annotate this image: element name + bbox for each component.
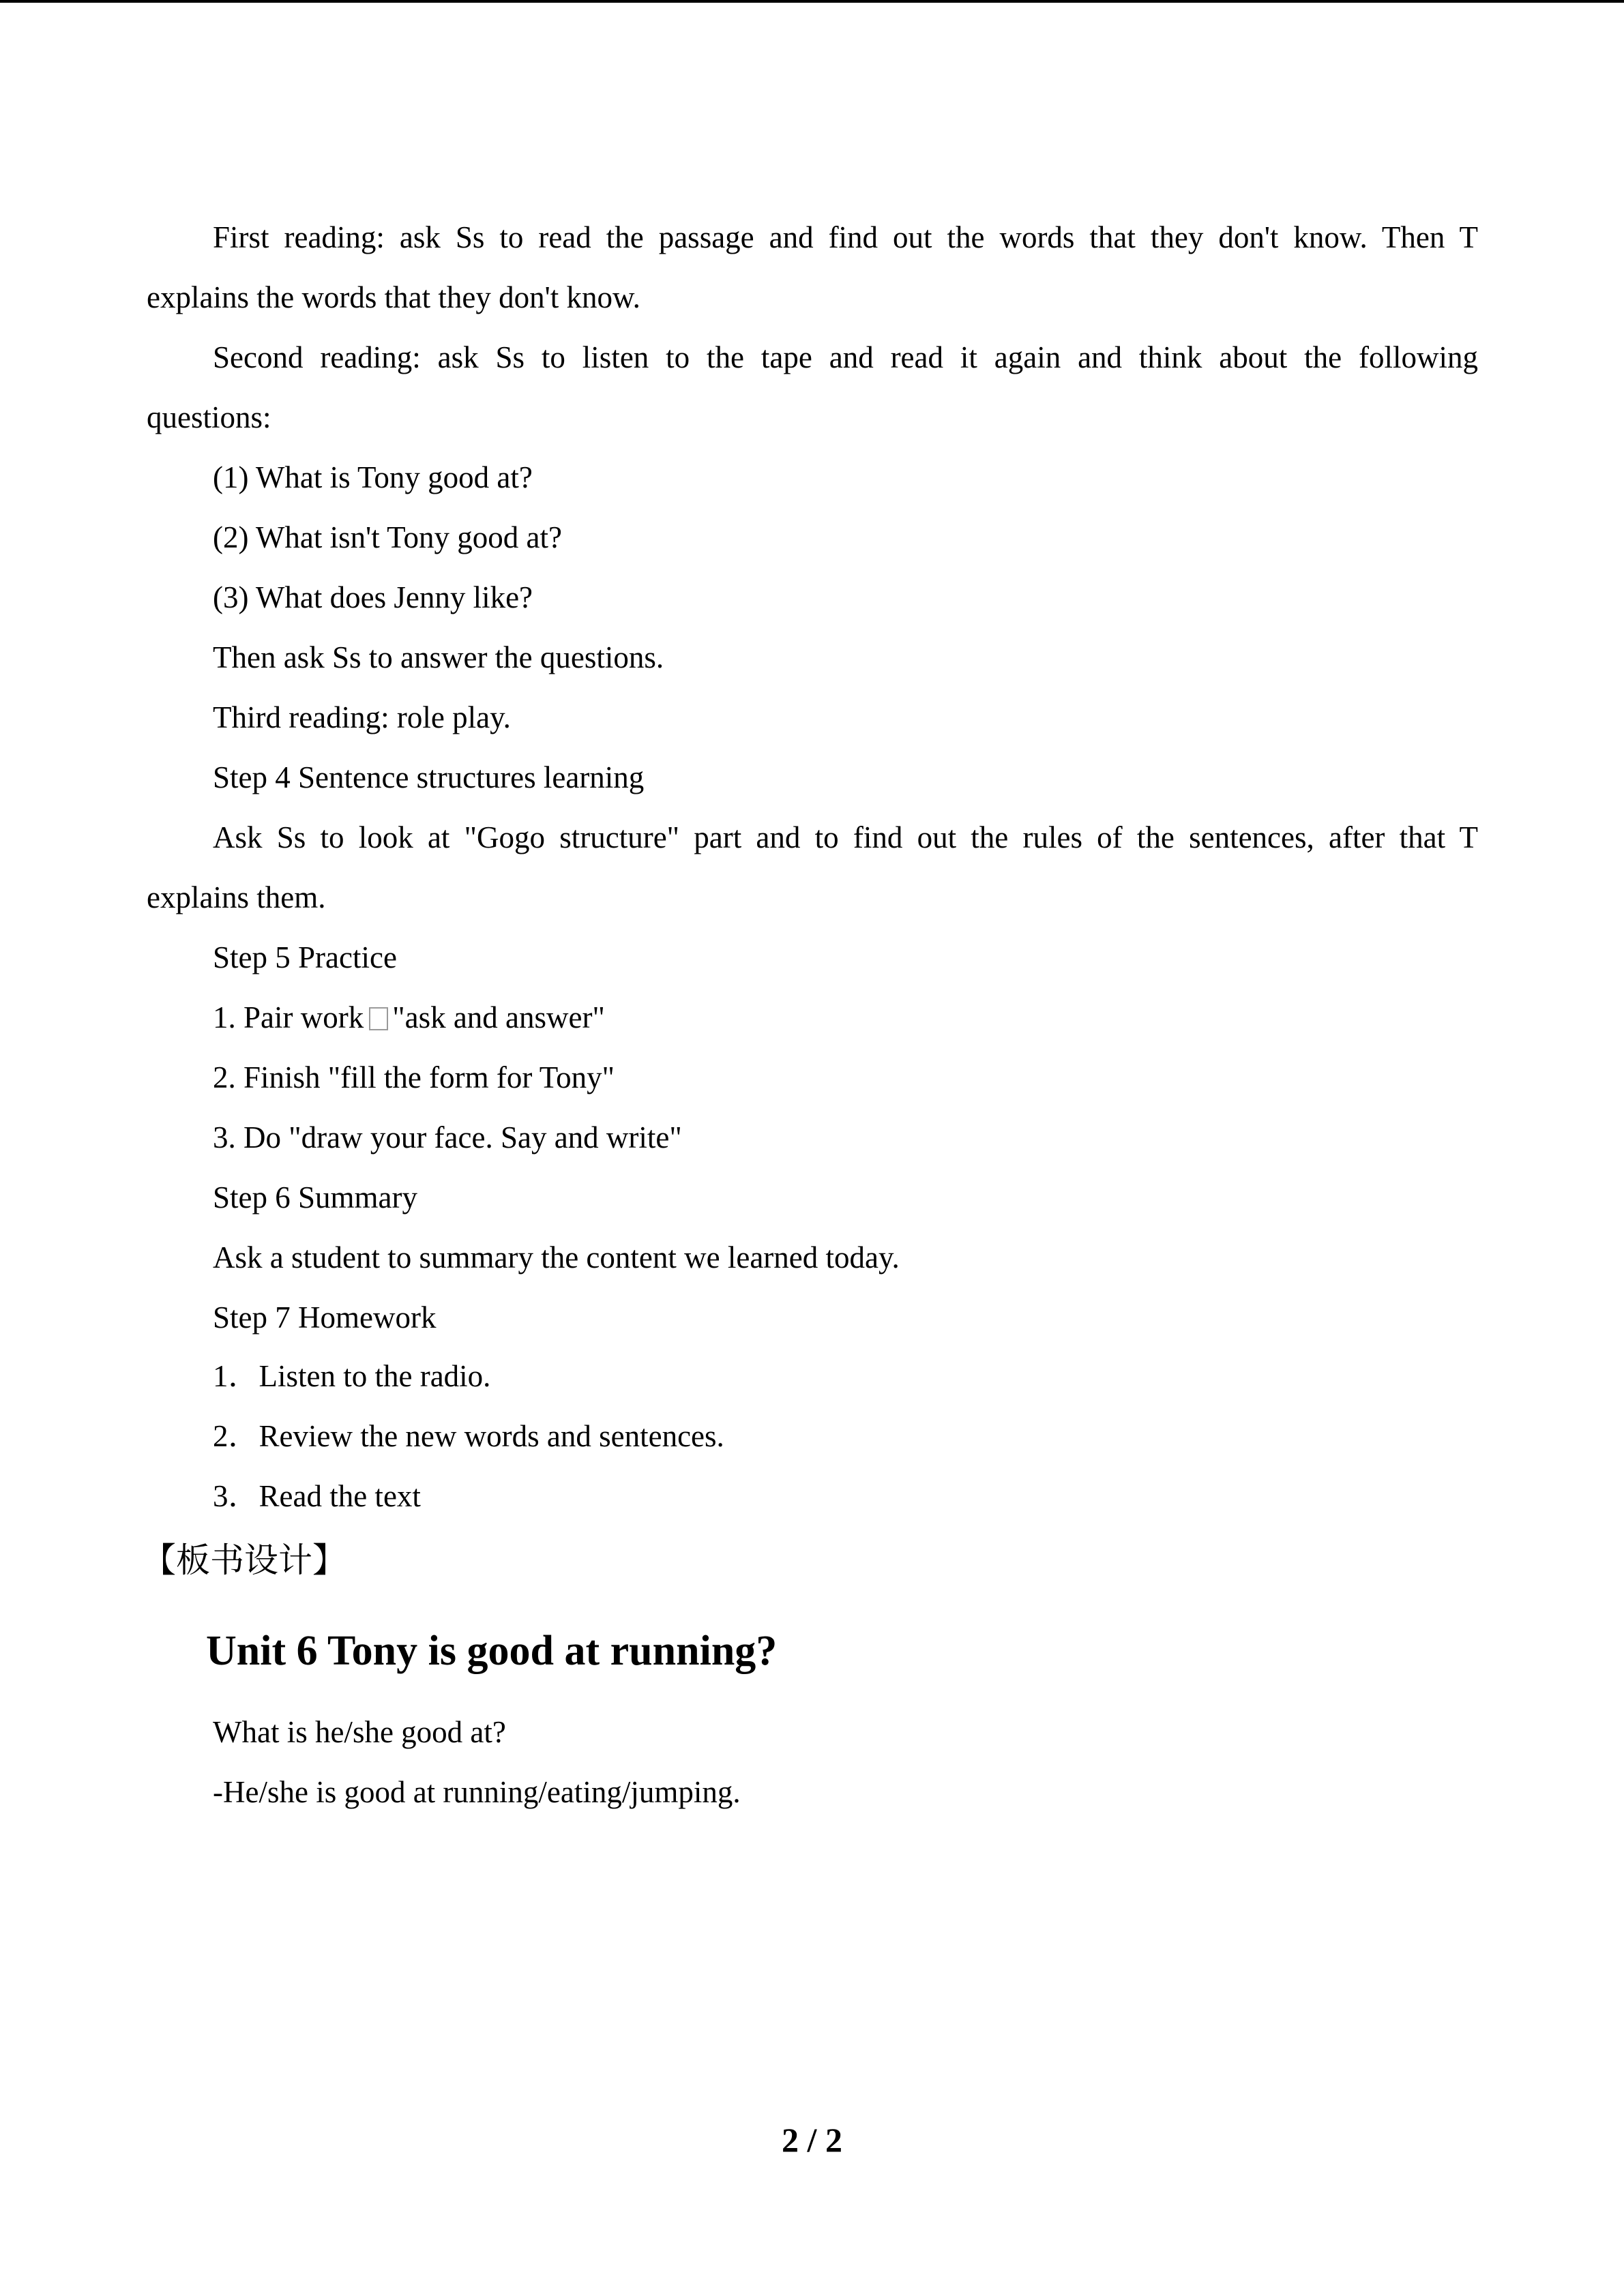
homework-item-2: 2．Review the new words and sentences. bbox=[213, 1419, 724, 1453]
unit-title: Unit 6 Tony is good at running? bbox=[206, 1628, 778, 1674]
practice-item-3: 3. Do "draw your face. Say and write" bbox=[213, 1120, 682, 1154]
step-5-heading: Step 5 Practice bbox=[213, 940, 397, 974]
step-7-heading: Step 7 Homework bbox=[213, 1300, 437, 1335]
board-question: What is he/she good at? bbox=[213, 1715, 506, 1749]
third-reading: Third reading: role play. bbox=[213, 700, 511, 734]
paragraph-second-reading-cont: questions: bbox=[147, 400, 271, 434]
question-3: (3) What does Jenny like? bbox=[213, 580, 533, 614]
top-border-line bbox=[0, 0, 1624, 3]
question-1: (1) What is Tony good at? bbox=[213, 460, 533, 494]
step-4-heading: Step 4 Sentence structures learning bbox=[213, 760, 645, 794]
question-2: (2) What isn't Tony good at? bbox=[213, 520, 562, 554]
paragraph-step-4: Ask Ss to look at "Gogo structure" part and to find out the rules of the sentences, after that T bbox=[213, 820, 1478, 854]
homework-item-3: 3．Read the text bbox=[213, 1479, 421, 1513]
practice-item-1-text: "ask and answer" bbox=[392, 1000, 605, 1034]
paragraph-first-reading: First reading: ask Ss to read the passage and find out the words that they don't know. Then T bbox=[213, 220, 1478, 254]
paragraph-step-4-cont: explains them. bbox=[147, 880, 326, 914]
page-number: 2 / 2 bbox=[782, 2121, 842, 2159]
practice-item-1 bbox=[213, 997, 605, 1038]
paragraph-second-reading: Second reading: ask Ss to listen to the tape and read it again and think about the following bbox=[213, 340, 1478, 374]
step-6-heading: Step 6 Summary bbox=[213, 1180, 417, 1214]
practice-item-1-label: 1. Pair work bbox=[213, 1000, 364, 1034]
missing-glyph-box-icon bbox=[369, 1007, 388, 1030]
paragraph-first-reading-cont: explains the words that they don't know. bbox=[147, 280, 640, 314]
practice-item-2: 2. Finish "fill the form for Tony" bbox=[213, 1060, 615, 1094]
board-design-heading: 【板书设计】 bbox=[142, 1540, 346, 1580]
board-answer: -He/she is good at running/eating/jumping. bbox=[213, 1775, 741, 1809]
answer-instruction: Then ask Ss to answer the questions. bbox=[213, 640, 664, 674]
homework-item-1: 1．Listen to the radio. bbox=[213, 1359, 491, 1393]
summary-text: Ask a student to summary the content we learned today. bbox=[213, 1240, 900, 1274]
